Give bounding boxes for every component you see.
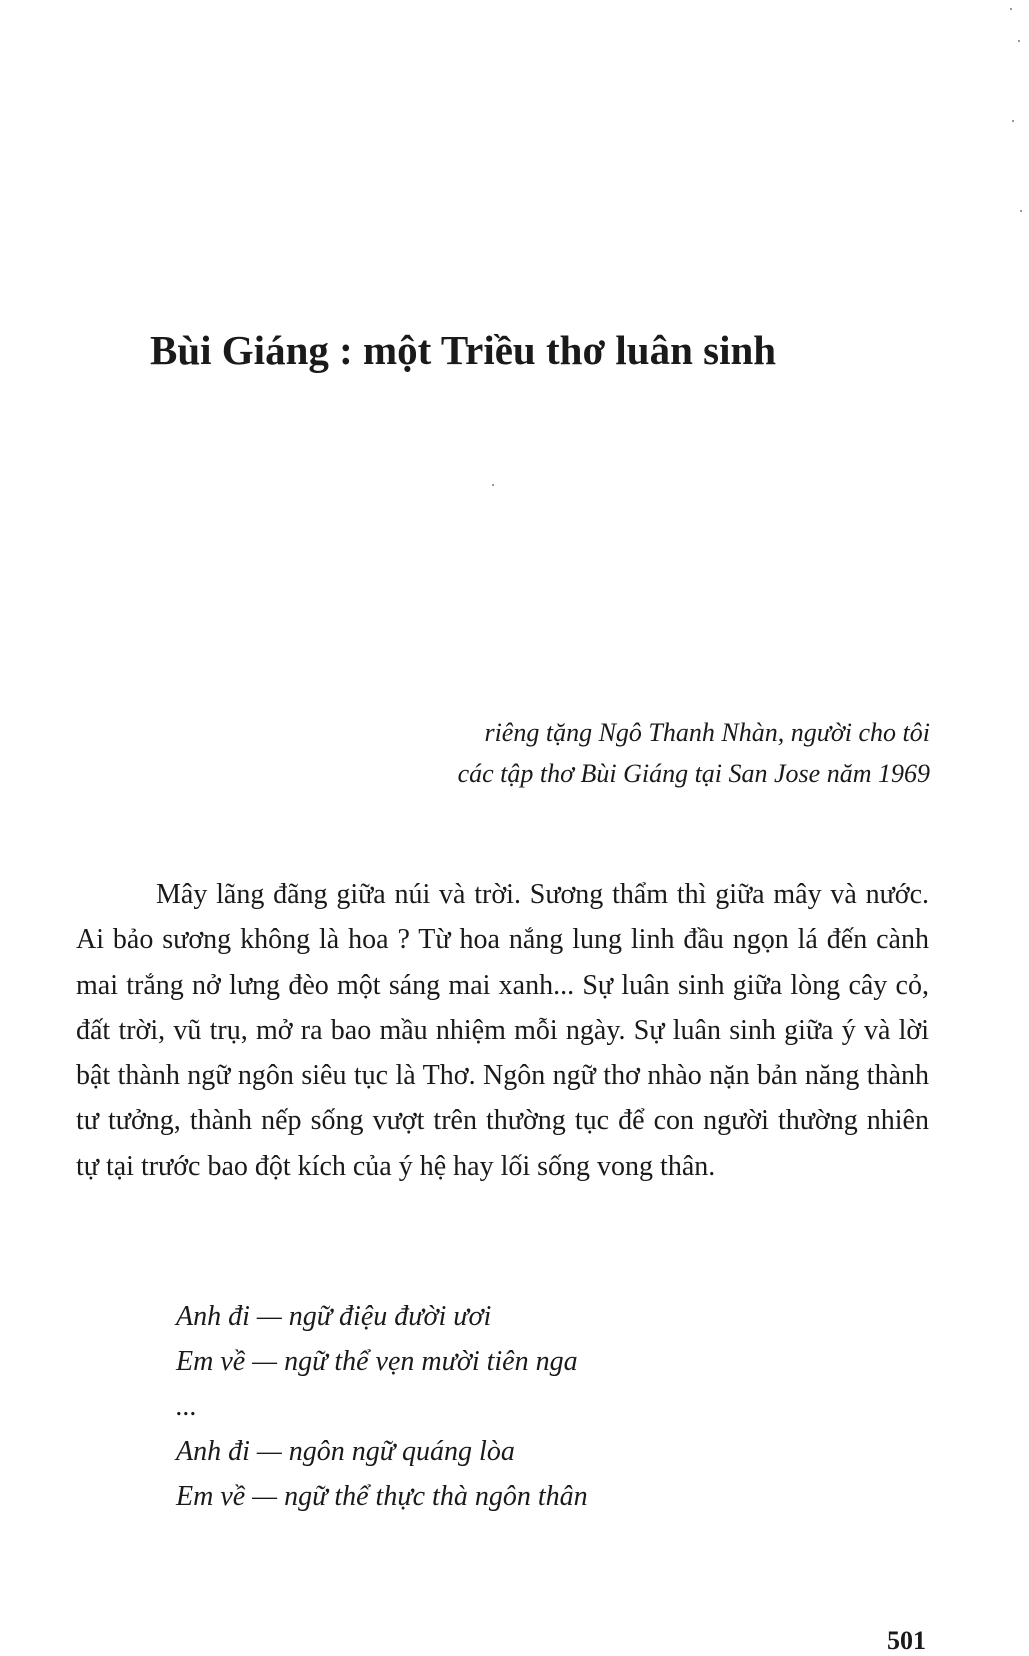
page-number: 501 — [887, 1626, 926, 1655]
chapter-title: Bùi Giáng : một Triều thơ luân sinh — [150, 327, 777, 373]
verse-line: Anh đi — ngữ điệu đười ươi — [176, 1301, 492, 1332]
verse-line: Em về — ngữ thể thực thà ngôn thân — [176, 1481, 588, 1512]
scan-speck — [1012, 120, 1014, 122]
verse-line: Anh đi — ngôn ngữ quáng lòa — [176, 1436, 515, 1467]
scan-speck — [1020, 210, 1022, 212]
dedication-line: riêng tặng Ngô Thanh Nhàn, người cho tôi — [484, 718, 930, 747]
scan-speck — [1018, 40, 1020, 42]
dedication-line: các tập thơ Bùi Giáng tại San Jose năm 1969 — [457, 759, 930, 788]
verse-line: Em về — ngữ thể vẹn mười tiên nga — [176, 1346, 578, 1377]
dedication — [330, 712, 930, 794]
scan-speck — [1010, 8, 1012, 10]
scan-speck — [492, 484, 494, 486]
verse-ellipsis: ... — [176, 1391, 197, 1422]
verse-block — [176, 1294, 876, 1519]
body-paragraph: Mây lãng đãng giữa núi và trời. Sương thẩm thì giữa mây và nước. Ai bảo sương không là hoa ? Từ hoa nắng lung linh đầu ngọn lá đến cành mai trắng nở lưng đèo một sáng mai xanh... Sự luân sinh giữa lòng cây cỏ, đất trời, vũ trụ, mở ra bao mầu nhiệm mỗi ngày. Sự luân sinh giữa ý và lời bật thành ngữ ngôn siêu tục là Thơ. Ngôn ngữ thơ nhào nặn bản năng thành tư tưởng, thành nếp sống vượt trên thường tục để con người thường nhiên tự tại trước bao đột kích của ý hệ hay lối sống vong thân. — [76, 879, 929, 1182]
